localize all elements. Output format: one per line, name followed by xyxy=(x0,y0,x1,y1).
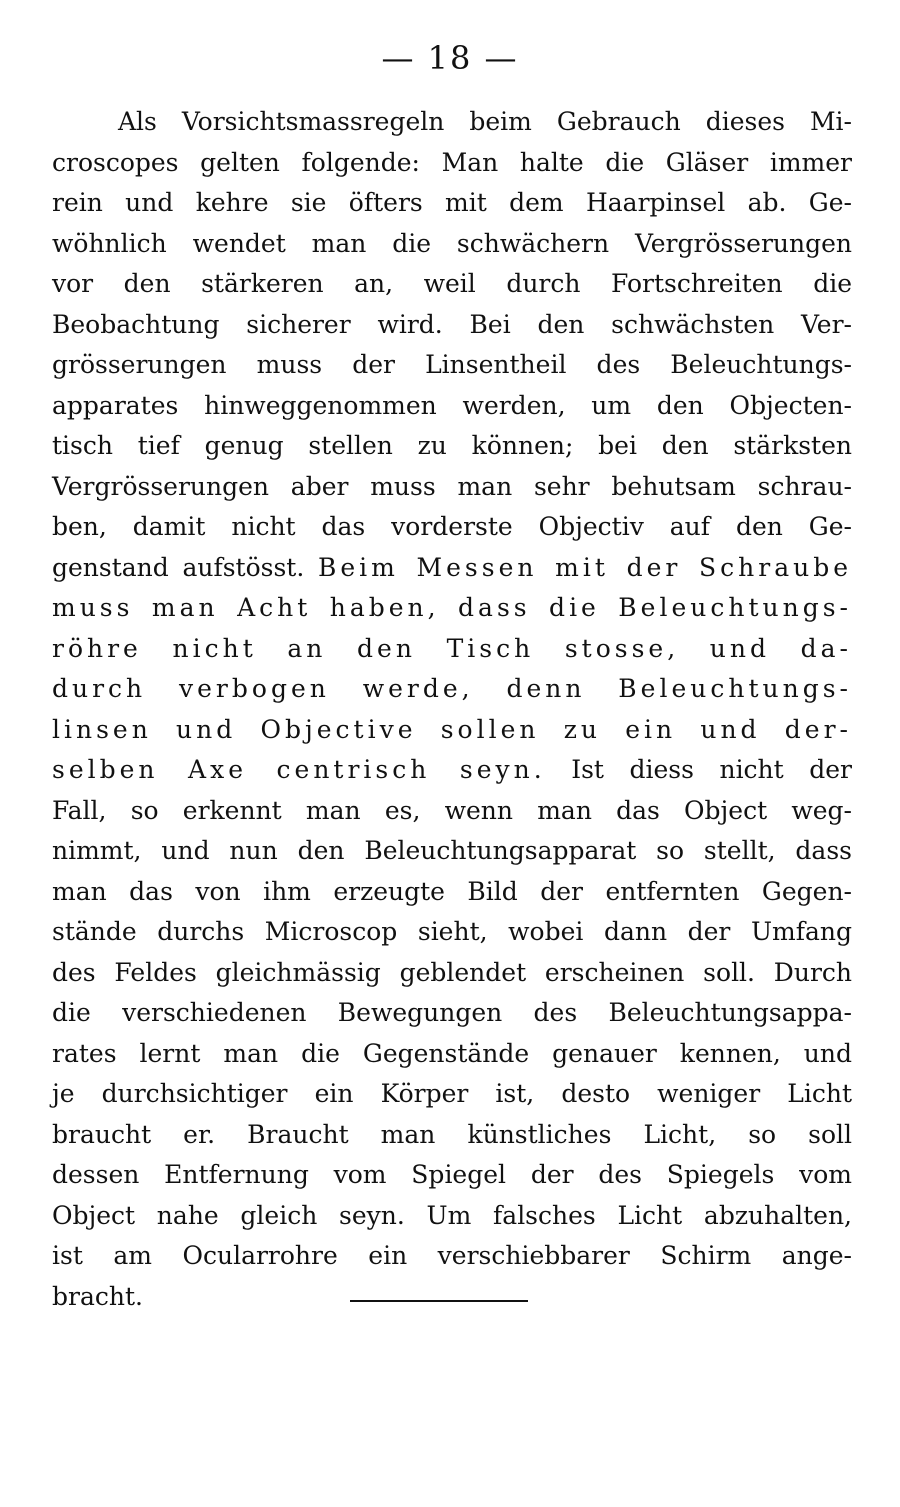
text-segment: Ist diess nicht der xyxy=(571,755,852,784)
text-line: rates lernt man die Gegenstände genauer kennen, und xyxy=(52,1038,852,1068)
text-line: rein und kehre sie öfters mit dem Haarpinsel ab. Ge- xyxy=(52,188,852,217)
emphasized-line: linsen und Objective sollen zu ein und der- xyxy=(52,714,852,744)
text-line: man das von ihm erzeugte Bild der entfernten Gegen- xyxy=(52,876,852,906)
text-line-mixed xyxy=(52,750,852,791)
text-line: bracht. xyxy=(52,1281,143,1311)
emphasized-line: röhre nicht an den Tisch stosse, und da- xyxy=(52,633,852,663)
emphasized-line: muss man Acht haben, dass die Beleuchtungs- xyxy=(52,593,852,622)
text-line: ben, damit nicht das vorderste Objectiv auf den Ge- xyxy=(52,512,852,541)
text-line: Als Vorsichtsmassregeln beim Gebrauch dieses Mi- xyxy=(118,107,852,136)
text-line: braucht er. Braucht man künstliches Licht, so soll xyxy=(52,1119,852,1149)
text-line: Object nahe gleich seyn. Um falsches Licht abzuhalten, xyxy=(52,1200,852,1230)
emphasized-text: Beim Messen mit der Schraube xyxy=(318,552,853,582)
text-line: je durchsichtiger ein Körper ist, desto weniger Licht xyxy=(52,1079,852,1108)
text-line: ist am Ocularrohre ein verschiebbarer Schirm ange- xyxy=(52,1241,852,1270)
text-line: des Feldes gleichmässig geblendet erscheinen soll. Durch xyxy=(52,957,852,987)
text-line: nimmt, und nun den Beleuchtungsapparat so stellt, dass xyxy=(52,836,852,865)
text-segment: genstand aufstösst. xyxy=(52,552,305,582)
text-line: grösserungen muss der Linsentheil des Beleuchtungs- xyxy=(52,350,852,379)
text-line: vor den stärkeren an, weil durch Fortschreiten die xyxy=(52,269,852,298)
text-line: die verschiedenen Bewegungen des Beleuchtungsappa- xyxy=(52,998,852,1027)
text-line: tisch tief genug stellen zu können; bei den stärksten xyxy=(52,431,852,460)
text-line: apparates hinweggenommen werden, um den Objecten- xyxy=(52,390,852,420)
text-line: Vergrösserungen aber muss man sehr behutsam schrau- xyxy=(52,471,852,501)
text-line: Fall, so erkennt man es, wenn man das Object weg- xyxy=(52,795,852,825)
text-line-mixed xyxy=(52,548,852,589)
end-rule xyxy=(350,1300,528,1302)
text-line: dessen Entfernung vom Spiegel der des Spiegels vom xyxy=(52,1160,852,1189)
emphasized-text: selben Axe centrisch seyn. xyxy=(52,755,546,784)
text-line: croscopes gelten folgende: Man halte die Gläser immer xyxy=(52,147,852,177)
page-number: — 18 — xyxy=(381,39,519,77)
emphasized-line: durch verbogen werde, denn Beleuchtungs- xyxy=(52,674,852,703)
text-line: wöhnlich wendet man die schwächern Vergrösserungen xyxy=(52,228,852,258)
body-text xyxy=(52,102,852,1317)
text-line: stände durchs Microscop sieht, wobei dann der Umfang xyxy=(52,917,852,946)
text-line: Beobachtung sicherer wird. Bei den schwächsten Ver- xyxy=(52,309,852,339)
